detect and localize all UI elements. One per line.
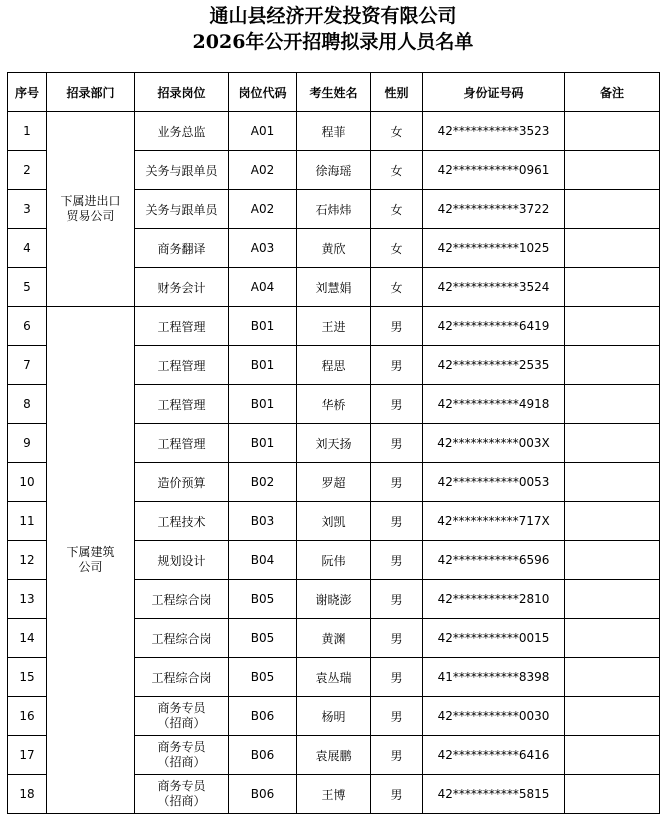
post-code-cell: B05 [229,619,297,658]
post-code-cell: B04 [229,541,297,580]
gender-cell: 男 [371,658,423,697]
row-number-cell: 8 [8,385,47,424]
row-number-cell: 6 [8,307,47,346]
post-code-cell: B01 [229,424,297,463]
post-name: 工程综合岗 [151,670,212,685]
remark-cell [565,346,660,385]
post-code-cell: A04 [229,268,297,307]
post-name: 商务翻译 [157,241,206,256]
id-number-cell: 42***********3524 [423,268,565,307]
remark-cell [565,424,660,463]
gender-cell: 男 [371,697,423,736]
row-number-cell: 10 [8,463,47,502]
gender-cell: 男 [371,307,423,346]
id-number-cell: 42***********5815 [423,775,565,814]
post-code-cell: B06 [229,697,297,736]
remark-cell [565,112,660,151]
id-number-cell: 42***********1025 [423,229,565,268]
post-name: 关务与跟单员 [145,163,218,178]
remark-cell [565,736,660,775]
remark-cell [565,502,660,541]
post-name: 商务专员 [157,779,206,793]
gender-cell: 女 [371,112,423,151]
candidate-name-cell: 刘凯 [297,502,371,541]
gender-cell: 男 [371,463,423,502]
post-name: 工程技术 [157,514,206,529]
gender-cell: 男 [371,541,423,580]
row-number-cell: 11 [8,502,47,541]
candidate-name-cell: 阮伟 [297,541,371,580]
candidate-name-cell: 黄欣 [297,229,371,268]
candidate-name-cell: 程思 [297,346,371,385]
post-cell [135,580,229,619]
candidate-name-cell: 徐海瑶 [297,151,371,190]
table-row [8,307,660,346]
row-number-cell: 1 [8,112,47,151]
candidate-name-cell: 谢晓澎 [297,580,371,619]
post-cell [135,112,229,151]
post-cell [135,346,229,385]
post-cell [135,658,229,697]
id-number-cell: 41***********8398 [423,658,565,697]
remark-cell [565,658,660,697]
id-number-cell: 42***********003X [423,424,565,463]
row-number-cell: 9 [8,424,47,463]
id-number-cell: 42***********0030 [423,697,565,736]
table-header-row [8,73,660,112]
candidate-name-cell: 袁丛瑞 [297,658,371,697]
id-number-cell: 42***********0961 [423,151,565,190]
post-name: 工程管理 [157,358,206,373]
post-code-cell: B05 [229,580,297,619]
candidate-name-cell: 石炜炜 [297,190,371,229]
id-number-cell: 42***********3523 [423,112,565,151]
post-name: 关务与跟单员 [145,202,218,217]
post-name: 业务总监 [157,124,206,139]
remark-cell [565,268,660,307]
post-name: 财务会计 [157,280,206,295]
gender-cell: 男 [371,619,423,658]
row-number-cell: 16 [8,697,47,736]
id-number-cell: 42***********0015 [423,619,565,658]
post-name: 工程综合岗 [151,631,212,646]
post-cell [135,385,229,424]
post-name: 商务专员 [157,701,206,715]
gender-cell: 男 [371,346,423,385]
remark-cell [565,385,660,424]
document-subtitle: 2026年公开招聘拟录用人员名单 [192,31,474,53]
candidate-name-cell: 刘天扬 [297,424,371,463]
post-cell [135,619,229,658]
header-cell: 岗位代码 [229,73,297,112]
post-code-cell: B03 [229,502,297,541]
post-name: 规划设计 [157,553,206,568]
remark-cell [565,463,660,502]
gender-cell: 女 [371,151,423,190]
candidate-name-cell: 华桥 [297,385,371,424]
remark-cell [565,775,660,814]
header-cell: 备注 [565,73,660,112]
gender-cell: 女 [371,190,423,229]
table-row [8,112,660,151]
department-cell [47,307,135,814]
post-cell [135,736,229,775]
row-number-cell: 2 [8,151,47,190]
post-code-cell: B06 [229,775,297,814]
post-code-cell: B01 [229,307,297,346]
post-code-cell: A03 [229,229,297,268]
post-cell [135,541,229,580]
header-cell: 身份证号码 [423,73,565,112]
post-cell [135,424,229,463]
row-number-cell: 18 [8,775,47,814]
header-cell: 招录岗位 [135,73,229,112]
candidate-name-cell: 罗超 [297,463,371,502]
row-number-cell: 7 [8,346,47,385]
post-cell [135,697,229,736]
post-code-cell: A02 [229,151,297,190]
gender-cell: 男 [371,736,423,775]
row-number-cell: 17 [8,736,47,775]
header-cell: 招录部门 [47,73,135,112]
remark-cell [565,580,660,619]
remark-cell [565,619,660,658]
department-name-line1: 下属建筑 [66,545,115,559]
remark-cell [565,151,660,190]
header-cell: 序号 [8,73,47,112]
row-number-cell: 3 [8,190,47,229]
post-name: 工程综合岗 [151,592,212,607]
post-cell [135,190,229,229]
id-number-cell: 42***********6596 [423,541,565,580]
candidate-name-cell: 黄渊 [297,619,371,658]
post-cell [135,502,229,541]
document-title: 通山县经济开发投资有限公司 [209,5,457,27]
id-number-cell: 42***********4918 [423,385,565,424]
id-number-cell: 42***********2535 [423,346,565,385]
row-number-cell: 15 [8,658,47,697]
candidate-name-cell: 刘慧娟 [297,268,371,307]
id-number-cell: 42***********0053 [423,463,565,502]
row-number-cell: 14 [8,619,47,658]
header-cell: 考生姓名 [297,73,371,112]
remark-cell [565,697,660,736]
post-name-note: （招商） [157,794,206,808]
candidate-name-cell: 杨明 [297,697,371,736]
table-body [8,112,660,814]
post-cell [135,229,229,268]
post-cell [135,463,229,502]
id-number-cell: 42***********717X [423,502,565,541]
gender-cell: 男 [371,424,423,463]
post-name: 工程管理 [157,436,206,451]
post-name: 商务专员 [157,740,206,754]
candidate-name-cell: 程菲 [297,112,371,151]
gender-cell: 男 [371,580,423,619]
gender-cell: 男 [371,502,423,541]
candidate-name-cell: 袁展鹏 [297,736,371,775]
post-name-note: （招商） [157,716,206,730]
gender-cell: 女 [371,268,423,307]
post-cell [135,151,229,190]
hiring-list-table [7,72,660,814]
post-code-cell: B06 [229,736,297,775]
header-cell: 性别 [371,73,423,112]
candidate-name-cell: 王博 [297,775,371,814]
post-name: 工程管理 [157,397,206,412]
post-code-cell: B05 [229,658,297,697]
gender-cell: 男 [371,385,423,424]
post-name: 造价预算 [157,475,206,490]
post-cell [135,775,229,814]
remark-cell [565,229,660,268]
department-name-line1: 下属进出口 [60,194,121,208]
row-number-cell: 5 [8,268,47,307]
post-code-cell: A02 [229,190,297,229]
department-name-line2: 公司 [78,560,103,574]
gender-cell: 男 [371,775,423,814]
post-code-cell: B01 [229,385,297,424]
id-number-cell: 42***********6416 [423,736,565,775]
candidate-name-cell: 王进 [297,307,371,346]
post-name: 工程管理 [157,319,206,334]
id-number-cell: 42***********3722 [423,190,565,229]
department-cell [47,112,135,307]
row-number-cell: 12 [8,541,47,580]
id-number-cell: 42***********6419 [423,307,565,346]
post-cell [135,268,229,307]
row-number-cell: 13 [8,580,47,619]
remark-cell [565,190,660,229]
row-number-cell: 4 [8,229,47,268]
remark-cell [565,307,660,346]
post-code-cell: A01 [229,112,297,151]
post-name-note: （招商） [157,755,206,769]
remark-cell [565,541,660,580]
id-number-cell: 42***********2810 [423,580,565,619]
post-code-cell: B02 [229,463,297,502]
gender-cell: 女 [371,229,423,268]
post-cell [135,307,229,346]
post-code-cell: B01 [229,346,297,385]
department-name-line2: 贸易公司 [66,209,115,223]
